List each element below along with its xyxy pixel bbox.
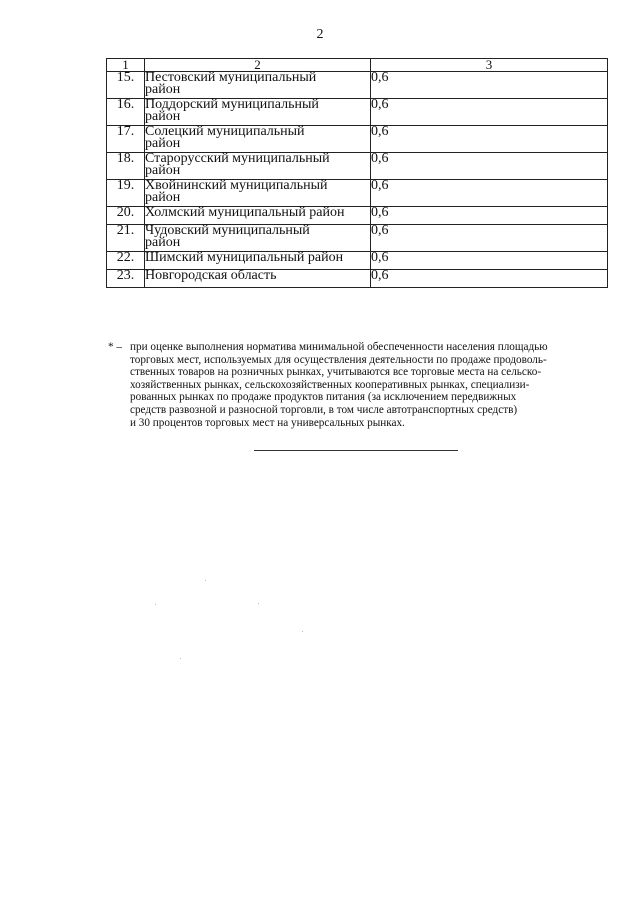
scan-speck — [302, 631, 303, 632]
row-name-line: Холмский муниципальный район — [145, 205, 345, 220]
row-number: 17. — [107, 126, 145, 153]
footnote-line: рованных рынках по продаже продуктов питания (за исключением передвижных — [130, 391, 517, 404]
footnote-line: торговых мест, используемых для осуществления деятельности по продаже продоволь- — [130, 353, 547, 366]
row-name-line: район — [145, 136, 181, 151]
row-name-line: Солецкий муниципальный — [145, 124, 305, 139]
scan-speck — [180, 658, 181, 659]
row-value: 0,6 — [371, 126, 608, 153]
row-value: 0,6 — [371, 225, 608, 252]
row-name — [145, 180, 371, 207]
separator-rule — [254, 450, 458, 451]
column-header-value: 3 — [371, 59, 608, 72]
footnote-line: ственных товаров на розничных рынках, учитываются все торговые места на сельско- — [130, 366, 542, 379]
row-value: 0,6 — [371, 270, 608, 288]
table-row — [107, 270, 608, 288]
row-value: 0,6 — [371, 72, 608, 99]
table-row — [107, 153, 608, 180]
table-row — [107, 225, 608, 252]
row-name-line: Хвойнинский муниципальный — [145, 178, 328, 193]
row-name — [145, 99, 371, 126]
row-name-line: район — [145, 163, 181, 178]
row-name — [145, 225, 371, 252]
row-name — [145, 153, 371, 180]
table-row — [107, 252, 608, 270]
row-value: 0,6 — [371, 252, 608, 270]
table-row — [107, 72, 608, 99]
scan-speck — [258, 603, 259, 604]
footnote-text — [130, 341, 608, 429]
table-row — [107, 207, 608, 225]
row-number: 18. — [107, 153, 145, 180]
row-name-line: Новгородская область — [145, 268, 277, 283]
row-value: 0,6 — [371, 180, 608, 207]
row-name-line: район — [145, 109, 181, 124]
row-name — [145, 252, 371, 270]
column-header-name: 2 — [145, 59, 371, 72]
footnote-line: хозяйственных рынках, сельскохозяйственных кооперативных рынках, специализи- — [130, 378, 530, 391]
row-number: 21. — [107, 225, 145, 252]
row-name-line: район — [145, 82, 181, 97]
row-number: 22. — [107, 252, 145, 270]
row-name-line: Поддорский муниципальный — [145, 97, 319, 112]
page-number: 2 — [316, 27, 324, 42]
row-name-line: район — [145, 190, 181, 205]
row-number: 23. — [107, 270, 145, 288]
row-name-line: Чудовский муниципальный — [145, 223, 310, 238]
row-name-line: Пестовский муниципальный — [145, 70, 317, 85]
footnote-line: при оценке выполнения норматива минимальной обеспеченности населения площадью — [130, 341, 548, 353]
row-value: 0,6 — [371, 207, 608, 225]
row-value: 0,6 — [371, 99, 608, 126]
footnote-line: средств развозной и разносной торговли, в том числе автотранспортных средств) — [130, 403, 518, 416]
table-row — [107, 126, 608, 153]
column-header-number: 1 — [107, 59, 145, 72]
row-name — [145, 126, 371, 153]
scan-speck — [205, 580, 206, 581]
row-value: 0,6 — [371, 153, 608, 180]
footnote-line: и 30 процентов торговых мест на универсальных рынках. — [130, 416, 405, 429]
row-name-line: район — [145, 235, 181, 250]
scan-speck — [155, 604, 156, 605]
regions-table — [106, 58, 608, 288]
row-name — [145, 207, 371, 225]
row-name — [145, 270, 371, 288]
row-number: 16. — [107, 99, 145, 126]
row-name-line: Шимский муниципальный район — [145, 250, 344, 265]
footnote — [108, 341, 608, 429]
table-row — [107, 180, 608, 207]
row-name — [145, 72, 371, 99]
footnote-mark: * – — [108, 341, 122, 353]
row-number: 20. — [107, 207, 145, 225]
row-name-line: Старорусский муниципальный — [145, 151, 330, 166]
row-number: 15. — [107, 72, 145, 99]
table-row — [107, 99, 608, 126]
row-number: 19. — [107, 180, 145, 207]
